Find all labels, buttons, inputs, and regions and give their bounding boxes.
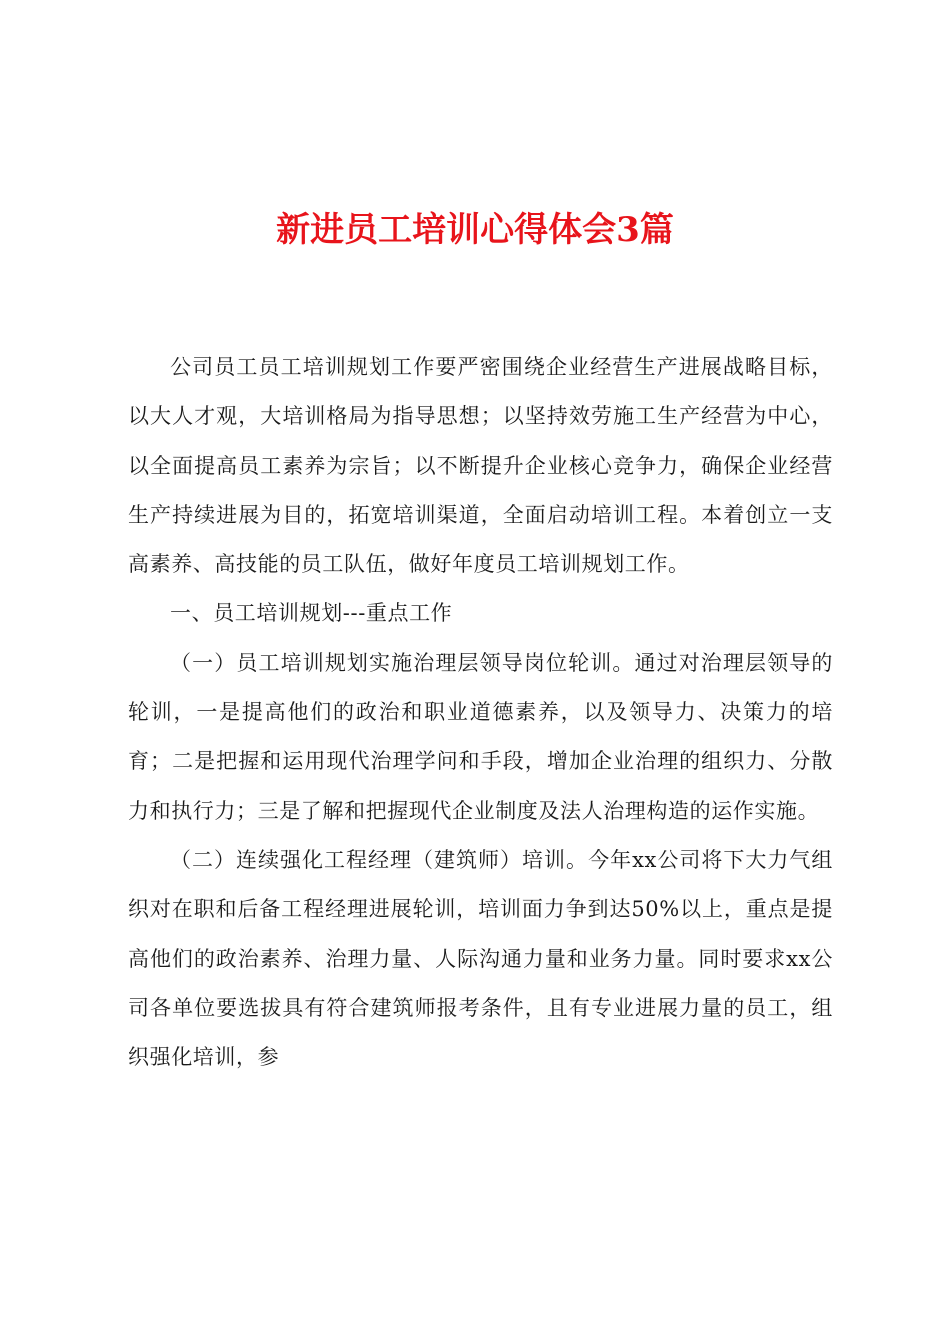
document-title: 新进员工培训心得体会3篇 [276, 210, 674, 250]
paragraph-item-1: （一）员工培训规划实施治理层领导岗位轮训。通过对治理层领导的轮训，一是提高他们的政治和职业道德素养，以及领导力、决策力的培育；二是把握和运用现代治理学问和手段，增加企业治理的组织力、分散力和执行力；三是了解和把握现代企业制度及法人治理构造的运作实施。 [128, 650, 833, 823]
document-body [128, 343, 833, 1082]
paragraph-intro: 公司员工员工培训规划工作要严密围绕企业经营生产进展战略目标，以大人才观，大培训格局为指导思想；以坚持效劳施工生产经营为中心，以全面提高员工素养为宗旨；以不断提升企业核心竞争力，确保企业经营生产持续进展为目的，拓宽培训渠道，全面启动培训工程。本着创立一支高素养、高技能的员工队伍，做好年度员工培训规划工作。 [128, 355, 833, 577]
paragraph-item-2: （二）连续强化工程经理（建筑师）培训。今年xx公司将下大力气组织对在职和后备工程经理进展轮训，培训面力争到达50%以上，重点是提高他们的政治素养、治理力量、人际沟通力量和业务力量。同时要求xx公司各单位要选拔具有符合建筑师报考条件，且有专业进展力量的员工，组织强化培训，参 [128, 847, 833, 1070]
section-heading-1: 一、员工培训规划---重点工作 [170, 601, 453, 626]
